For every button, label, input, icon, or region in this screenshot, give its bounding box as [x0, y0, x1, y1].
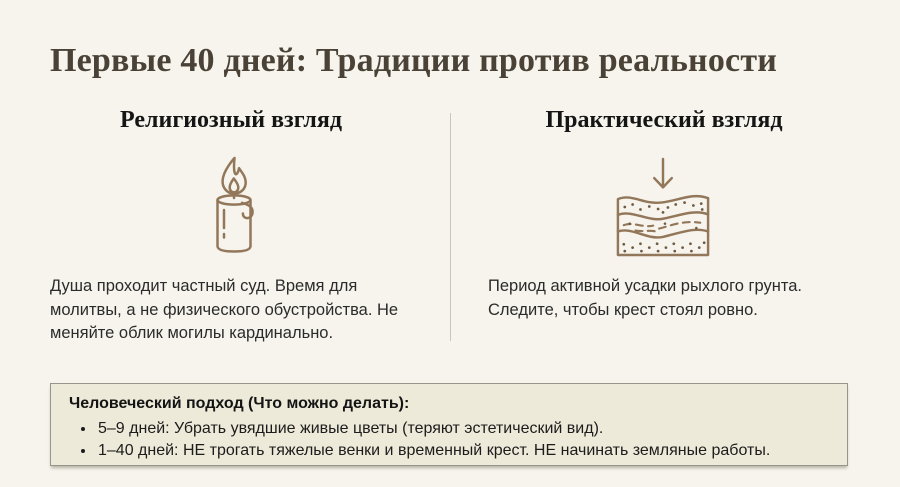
advice-list: [69, 418, 831, 462]
practical-column-text: Период активной усадки рыхлого грунта. Следите, чтобы крест стоял ровно.: [488, 277, 802, 319]
religious-column-text: Душа проходит частный суд. Время для молитвы, а не физического обустройства. Не меняйте облик могилы кардинально.: [50, 277, 399, 343]
advice-box: [50, 383, 848, 466]
practical-column-heading: Практический взгляд: [545, 107, 783, 133]
candle-icon: [201, 155, 267, 255]
advice-box-heading: Человеческий подход (Что можно делать):: [69, 395, 410, 412]
page-title: Первые 40 дней: Традиции против реальности: [50, 42, 778, 79]
advice-list-item: • 1–40 дней: НЕ трогать тяжелые венки и временный крест. НЕ начинать земляные работы.: [96, 440, 831, 462]
advice-list-item: • 5–9 дней: Убрать увядшие живые цветы (теряют эстетический вид).: [96, 418, 831, 440]
column-divider: [450, 113, 451, 341]
soil-settlement-icon: [614, 157, 712, 257]
down-arrow-icon: [654, 159, 672, 187]
religious-column-heading: Религиозный взгляд: [120, 107, 342, 133]
